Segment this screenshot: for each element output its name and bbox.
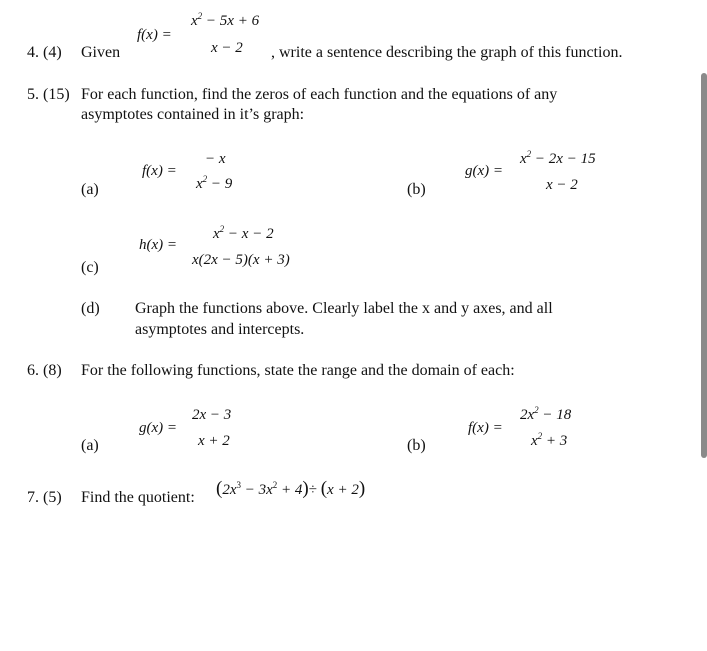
q7-open-paren-2: ( — [320, 478, 328, 499]
q6a-function-name: g(x) = — [139, 420, 178, 436]
q5-text-line2: asymptotes contained in it’s graph: — [81, 106, 305, 123]
q4-function-name: f(x) = — [137, 27, 172, 43]
q5d-text-line2: asymptotes and intercepts. — [135, 321, 305, 338]
q4-denominator: x − 2 — [211, 40, 243, 56]
q5c-denominator: x(2x − 5)(x + 3) — [192, 252, 290, 268]
q5a-function-name: f(x) = — [142, 163, 177, 179]
q5d-text-line1: Graph the functions above. Clearly label the x and y axes, and all — [135, 300, 553, 317]
q5a-numerator: − x — [205, 151, 226, 167]
q6-text: For the following functions, state the range and the domain of each: — [81, 362, 515, 379]
q5b-denominator: x − 2 — [546, 177, 578, 193]
q6b-label: (b) — [407, 437, 426, 454]
q5a-label: (a) — [81, 181, 99, 198]
q6-number: 6. (8) — [27, 362, 62, 379]
vertical-scrollbar[interactable] — [701, 73, 707, 458]
q4-given: Given — [81, 44, 121, 61]
q6a-denominator: x + 2 — [198, 433, 230, 449]
q6b-function-name: f(x) = — [468, 420, 503, 436]
q5d-label: (d) — [81, 300, 100, 317]
q4-numerator: $x^2 - 5x + 6$ — [191, 11, 260, 29]
q4-text: , write a sentence describing the graph of this function. — [271, 44, 623, 61]
q5b-numerator: $x^2 - 2x - 15$ — [520, 149, 596, 167]
q5c-numerator: $x^2 - x - 2$ — [213, 224, 274, 242]
q5-number: 5. (15) — [27, 86, 70, 103]
q7-number: 7. (5) — [27, 489, 62, 506]
q6a-numerator: 2x − 3 — [192, 407, 232, 423]
q6b-denominator: $x^2 + 3$ — [531, 431, 568, 449]
q4-number: 4. (4) — [27, 44, 62, 61]
q6a-label: (a) — [81, 437, 99, 454]
q5b-function-name: g(x) = — [465, 163, 504, 179]
q7-close-paren-1: ) — [302, 478, 309, 499]
q5b-label: (b) — [407, 181, 426, 198]
q5-text-line1: For each function, find the zeros of each function and the equations of any — [81, 86, 558, 103]
q7-expression: $(2x^3 - 3x^2 + 4)\div (x + 2)$ — [216, 478, 366, 499]
q7-open-paren-1: ( — [216, 478, 223, 499]
q6b-numerator: $2x^2 - 18$ — [520, 405, 572, 423]
q5c-function-name: h(x) = — [139, 237, 178, 253]
q7-text: Find the quotient: — [81, 489, 195, 506]
q5a-denominator: $x^2 - 9$ — [196, 174, 233, 192]
q7-close-paren-2: ) — [358, 478, 366, 499]
q5c-label: (c) — [81, 259, 99, 276]
